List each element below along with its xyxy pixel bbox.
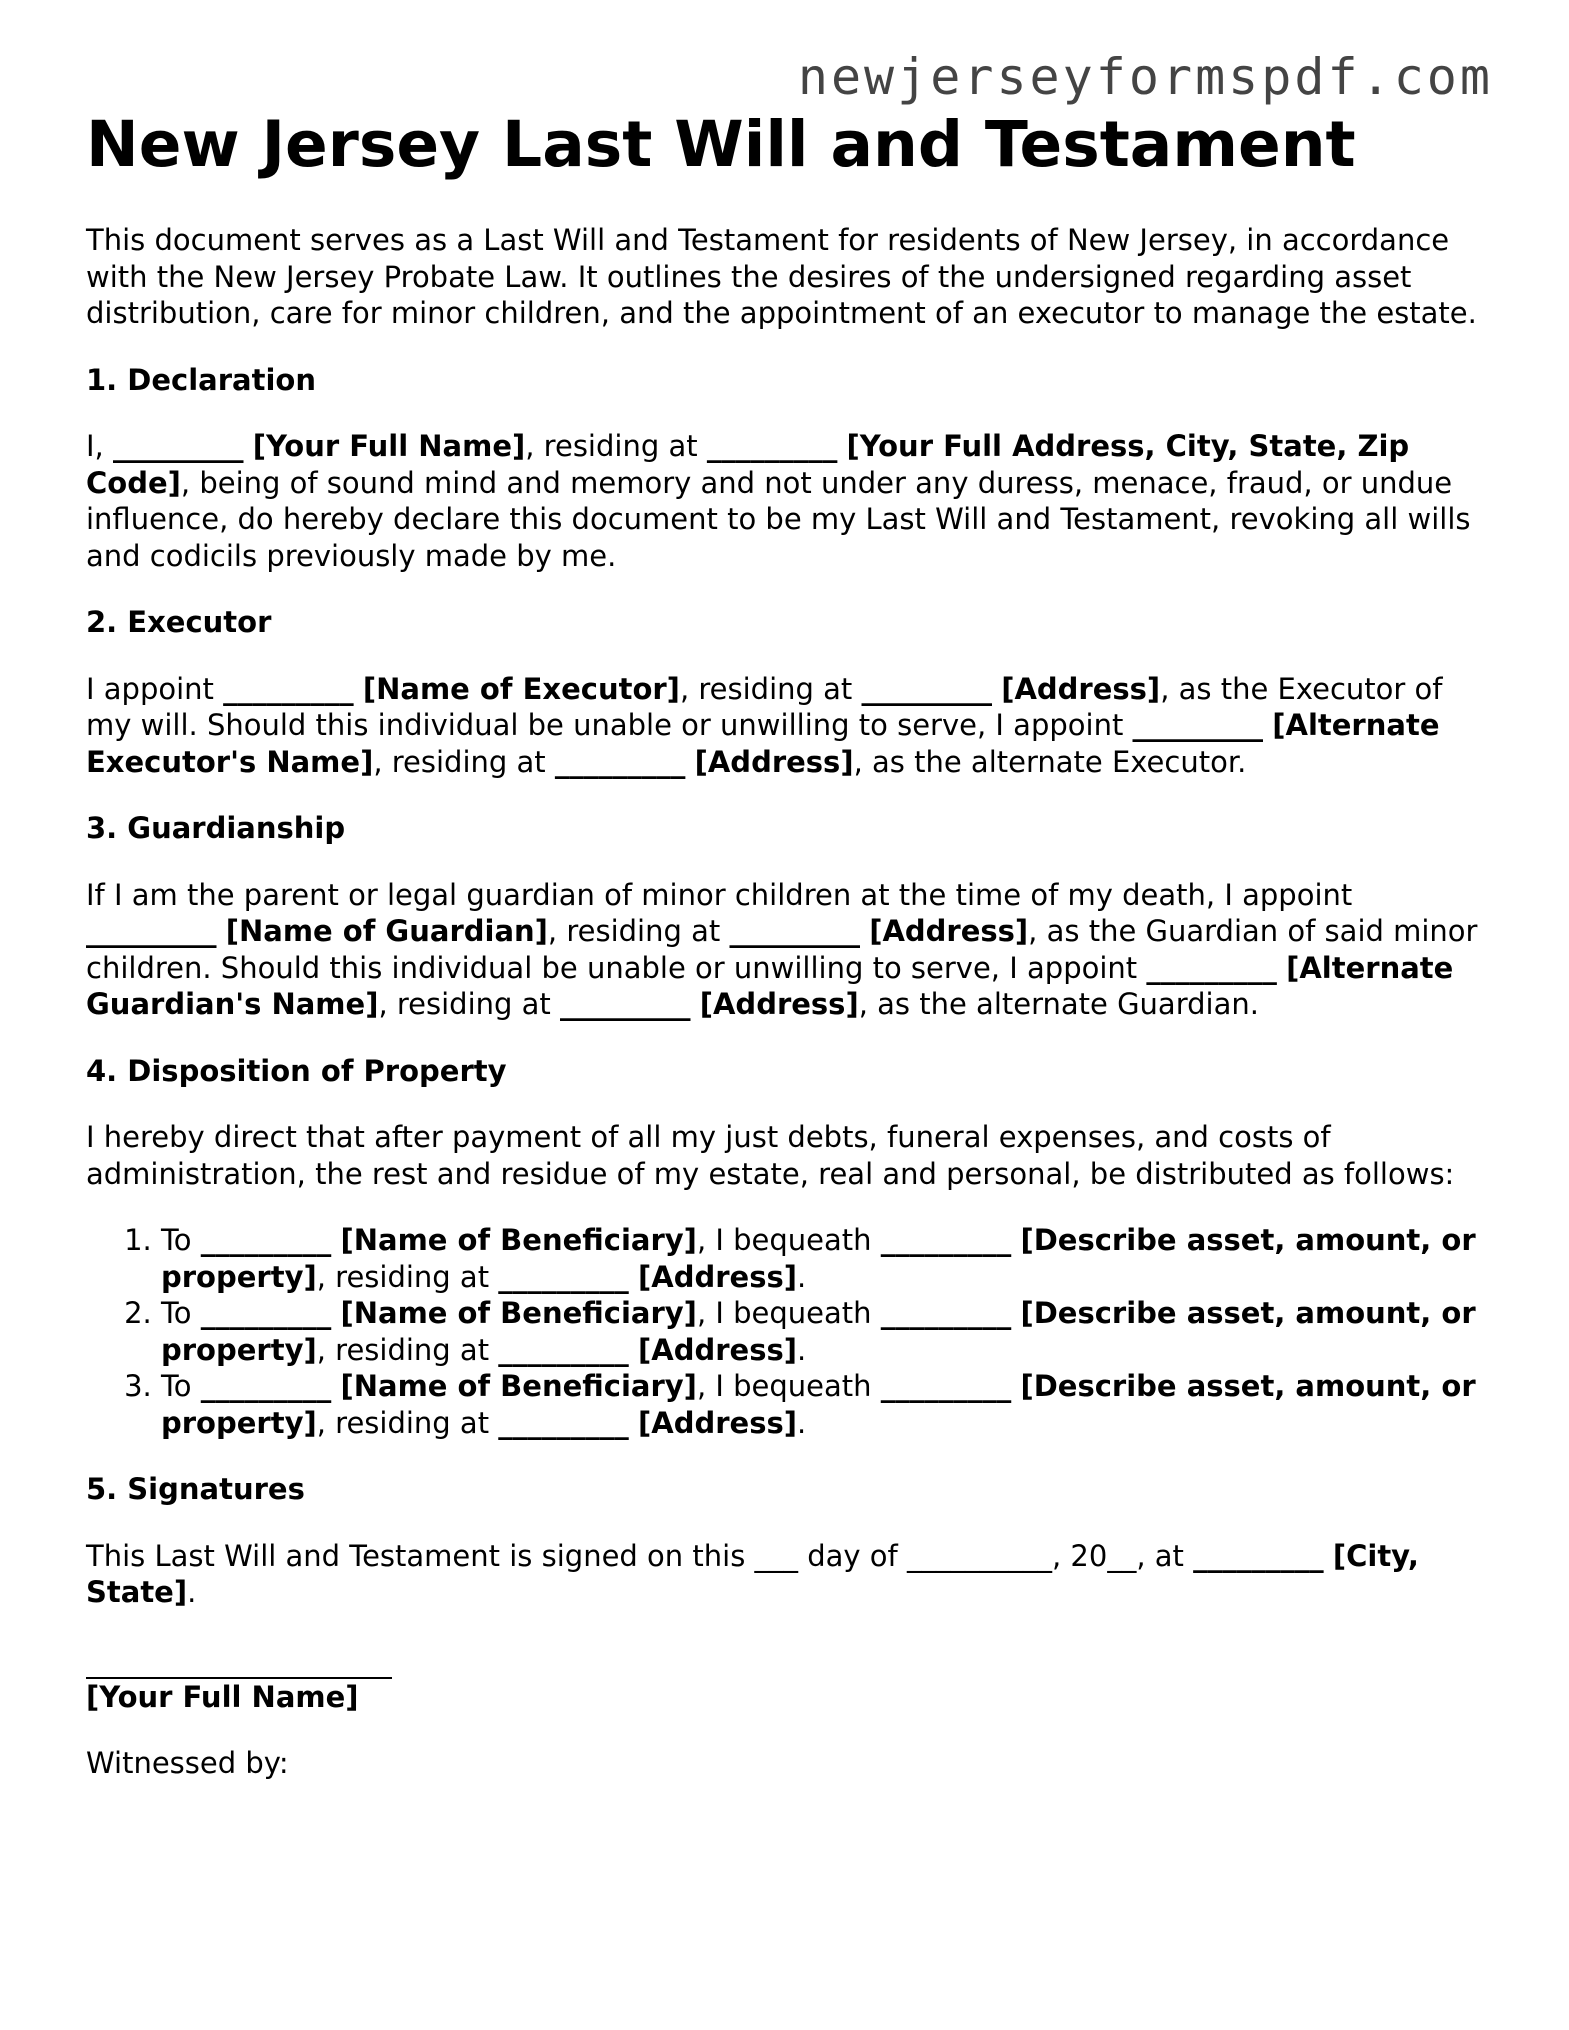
field-asset: [Describe asset, amount, or property] — [161, 1369, 1476, 1440]
field-guardian-address: [Address] — [869, 914, 1029, 948]
field-executor-address: [Address] — [1001, 671, 1161, 706]
declaration-paragraph: I, _________ [Your Full Name], residing at _________ [Your Full Address, City, State, Zip Code], being of sound mind and memory and not under any duress, menace, fraud, or undue influence, do hereby declare this document to be my Last Will and Testament, revoking all wills and codicils previously made by me. — [86, 429, 1471, 573]
field-alt-executor-address: [Address] — [694, 744, 854, 779]
field-guardian-name: [Name of Guardian] — [225, 914, 548, 948]
field-alt-guardian-name: [Alternate Guardian's Name] — [86, 950, 1454, 1021]
blank-line: _________ — [200, 1369, 332, 1403]
field-alt-guardian-address: [Address] — [699, 987, 859, 1021]
guardianship-paragraph: If I am the parent or legal guardian of minor children at the time of my death, I appoint _________ [Name of Guardian], residing at _________ [Address], as the Guardian of said minor children. Should this individual be unable or unwilling to serve, I appoint _________ [Alternate Guardian's Name], residing at _________ [Address], as the alternate Guardian. — [86, 877, 1478, 1021]
beneficiary-list — [86, 1222, 1486, 1441]
blank-line: _________ — [1193, 1538, 1324, 1573]
field-beneficiary-address: [Address] — [638, 1259, 797, 1294]
document-body — [86, 222, 1486, 1782]
list-item: 1. To _________ [Name of Beneficiary], I bequeath _________ [Describe asset, amount, or property], residing at _________ [Address]. — [161, 1222, 1486, 1295]
blank-line: _________ — [560, 987, 691, 1021]
blank-line: _________ — [1132, 708, 1264, 742]
blank-line: _________ — [880, 1369, 1012, 1403]
heading-executor: 2. Executor — [86, 605, 272, 639]
blank-line: _________ — [880, 1223, 1012, 1257]
signatures-paragraph: This Last Will and Testament is signed on this ___ day of __________, 20__, at _________ [City, State]. — [86, 1538, 1419, 1609]
field-beneficiary-name: [Name of Beneficiary] — [340, 1223, 697, 1257]
signature-line — [86, 1641, 392, 1679]
blank-line: _________ — [861, 671, 992, 706]
document-title: New Jersey Last Will and Testament — [86, 108, 1356, 181]
witnessed-by-label: Witnessed by: — [86, 1746, 289, 1780]
field-city-state: [City, State] — [86, 1538, 1419, 1609]
blank-line: _________ — [86, 914, 217, 948]
field-executor-name: [Name of Executor] — [362, 671, 680, 706]
signature-name-label: [Your Full Name] — [86, 1679, 359, 1714]
heading-guardianship: 3. Guardianship — [86, 811, 346, 845]
list-item: 2. To _________ [Name of Beneficiary], I bequeath _________ [Describe asset, amount, or property], residing at _________ [Address]. — [161, 1295, 1486, 1368]
blank-line: _________ — [223, 671, 354, 706]
blank-line: _________ — [706, 429, 838, 463]
intro-paragraph: This document serves as a Last Will and Testament for residents of New Jersey, in accordance with the New Jersey Probate Law. It outlines the desires of the undersigned regarding asset distribution, care for minor children, and the appointment of an executor to manage the estate. — [86, 223, 1477, 330]
property-paragraph: I hereby direct that after payment of all my just debts, funeral expenses, and costs of administration, the rest and residue of my estate, real and personal, be distributed as follows: — [86, 1120, 1455, 1191]
watermark: newjerseyformspdf.com — [797, 48, 1493, 106]
executor-paragraph: I appoint _________ [Name of Executor], residing at _________ [Address], as the Executor of my will. Should this individual be unable or unwilling to serve, I appoint _________ [Alternate Executor's Name], residing at _________ [Address], as the alternate Executor. — [86, 671, 1443, 779]
heading-signatures: 5. Signatures — [86, 1472, 305, 1506]
heading-property: 4. Disposition of Property — [86, 1053, 507, 1088]
list-item: 3. To _________ [Name of Beneficiary], I bequeath _________ [Describe asset, amount, or property], residing at _________ [Address]. — [161, 1368, 1486, 1441]
blank-line: _________ — [200, 1223, 332, 1257]
field-beneficiary-name: [Name of Beneficiary] — [340, 1369, 697, 1403]
field-asset: [Describe asset, amount, or property] — [161, 1223, 1476, 1294]
field-full-name: [Your Full Name] — [252, 429, 526, 463]
blank-line: _________ — [880, 1296, 1012, 1330]
blank-line: _________ — [498, 1405, 629, 1440]
field-full-address: [Your Full Address, City, State, Zip Code] — [86, 429, 1410, 500]
field-asset: [Describe asset, amount, or property] — [161, 1296, 1476, 1367]
blank-line: _________ — [1146, 950, 1277, 985]
heading-declaration: 1. Declaration — [86, 362, 316, 397]
blank-line: _________ — [498, 1259, 629, 1294]
blank-line: _________ — [729, 914, 860, 948]
field-alt-executor-name: [Alternate Executor's Name] — [86, 708, 1440, 779]
blank-line: _________ — [498, 1332, 629, 1367]
field-beneficiary-address: [Address] — [638, 1405, 797, 1440]
blank-line: _________ — [200, 1296, 332, 1330]
field-beneficiary-name: [Name of Beneficiary] — [340, 1296, 697, 1330]
field-beneficiary-address: [Address] — [638, 1332, 797, 1367]
blank-line: _________ — [113, 429, 244, 463]
blank-line: _________ — [554, 744, 686, 779]
